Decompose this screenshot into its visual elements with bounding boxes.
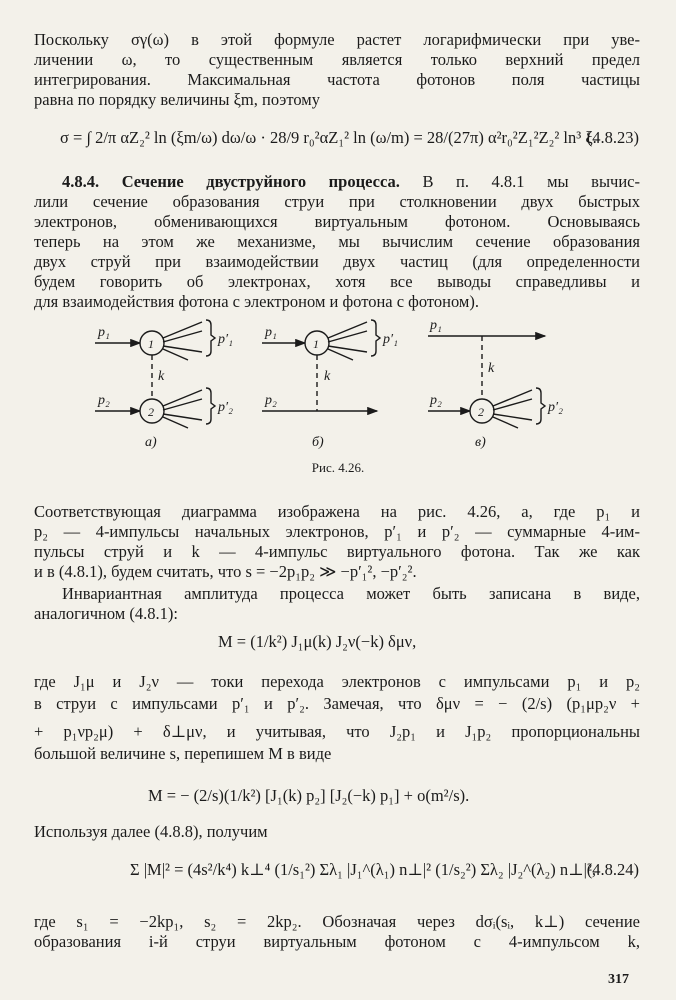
- text-line: аналогичном (4.8.1):: [34, 604, 178, 623]
- formula: M = − (2/s)(1/k²) [J₁(k) p₂] [J₂(−k) p₁] + o(m²/s).: [148, 786, 470, 805]
- vertex-2-label: 2: [148, 405, 154, 419]
- label-p1: p₁: [430, 318, 442, 333]
- label-p1-prime: p′₁: [218, 332, 233, 347]
- label-k: k: [158, 369, 165, 384]
- diagram-panel-b: [262, 320, 380, 411]
- panel-label-a: а): [145, 435, 157, 450]
- text-line: теперь на этом же механизме, мы вычислим сечение образования: [34, 232, 640, 251]
- text-line: лили сечение образования струи при столкновении двух быстрых: [34, 192, 640, 211]
- text-line: где s₁ = −2kp₁, s₂ = 2kp₂. Обозначая через dσᵢ(sᵢ, k⊥) сечение: [34, 912, 640, 931]
- vertex-1-label: 1: [313, 337, 319, 351]
- page-number: 317: [608, 972, 629, 987]
- equation-number: (4.8.23): [586, 128, 639, 147]
- section-heading: 4.8.4. Сечение двуструйного процесса.: [62, 172, 400, 191]
- text-line: большой величине s, перепишем M в виде: [34, 744, 332, 763]
- text-line: Инвариантная амплитуда процесса может быть записана в виде,: [62, 584, 640, 603]
- figure-caption: Рис. 4.26.: [311, 460, 365, 475]
- formula: Σ |M|² = (4s²/k⁴) k⊥⁴ (1/s₁²) Σλ₁ |J₁^(λ₁) n⊥|² (1/s₂²) Σλ₂ |J₂^(λ₂) n⊥|²,: [130, 860, 597, 879]
- text-line: p₂ — 4-импульсы начальных электронов, p′₁ и p′₂ — суммарные 4-им-: [34, 522, 640, 541]
- text-line: электронов, обменивающихся виртуальным фотоном. Основываясь: [34, 212, 640, 231]
- diagram-panel-a: [95, 320, 215, 428]
- text-line: интегрирования. Максимальная частота фотонов поля частицы: [34, 70, 640, 89]
- label-p2-prime: p′₂: [218, 400, 233, 415]
- text-line: образования i-й струи виртуальным фотоном с 4-импульсом k,: [34, 932, 640, 951]
- label-p2: p₂: [265, 393, 277, 408]
- text-line: будем говорить об электронах, хотя все выводы справедливы и: [34, 272, 640, 291]
- text-line: личении ω, то существенным является только верхний предел: [34, 50, 640, 69]
- text-line: и в (4.8.1), будем считать, что s = −2p₁p₂ ≫ −p′₁², −p′₂².: [34, 562, 417, 581]
- label-p1: p₁: [265, 325, 277, 340]
- label-p1: p₁: [98, 325, 110, 340]
- diagram-panel-c: [428, 336, 545, 428]
- text-line: для взаимодействия фотона с электроном и фотона с фотоном).: [34, 292, 479, 311]
- text-line: в струи с импульсами p′₁ и p′₂. Замечая, что δμν = − (2/s) (p₁μp₂ν +: [34, 694, 640, 713]
- panel-label-c: в): [475, 435, 486, 450]
- text-line: Используя далее (4.8.8), получим: [34, 822, 268, 841]
- feynman-diagram-figure: [90, 318, 563, 450]
- vertex-1-label: 1: [148, 337, 154, 351]
- label-p1-prime: p′₁: [383, 332, 398, 347]
- text-line: Соответствующая диаграмма изображена на рис. 4.26, а, где p₁ и: [34, 502, 640, 521]
- label-p2: p₂: [430, 393, 442, 408]
- formula: σ = ∫ 2/π αZ₂² ln (ξm/ω) dω/ω · 28/9 r₀²αZ₁² ln (ω/m) = 28/(27π) α²r₀²Z₁²Z₂² ln³ ξ.: [60, 128, 597, 147]
- text-line: двух струй при взаимодействии двух частиц (для определенности: [34, 252, 640, 271]
- text-line: где J₁μ и J₂ν — токи перехода электронов с импульсами p₁ и p₂: [34, 672, 640, 691]
- formula: M = (1/k²) J₁μ(k) J₂ν(−k) δμν,: [218, 632, 417, 651]
- text-line: Поскольку σγ(ω) в этой формуле растет логарифмически при уве-: [34, 30, 640, 49]
- text-line: равна по порядку величины ξm, поэтому: [34, 90, 320, 109]
- section-first-line: [62, 172, 640, 192]
- panel-label-b: б): [312, 435, 324, 450]
- text-line: пульсы струй и k — 4-импульс виртуального фотона. Так же как: [34, 542, 640, 561]
- text-fragment: В п. 4.8.1 мы вычис-: [422, 172, 640, 191]
- vertex-2-label: 2: [478, 405, 484, 419]
- text-line: + p₁νp₂μ) + δ⊥μν, и учитывая, что J₂p₁ и J₁p₂ пропорциональны: [34, 722, 640, 741]
- label-k: k: [488, 361, 495, 376]
- label-p2: p₂: [98, 393, 110, 408]
- equation-number: (4.8.24): [586, 860, 639, 879]
- label-p2-prime: p′₂: [548, 400, 563, 415]
- label-k: k: [324, 369, 331, 384]
